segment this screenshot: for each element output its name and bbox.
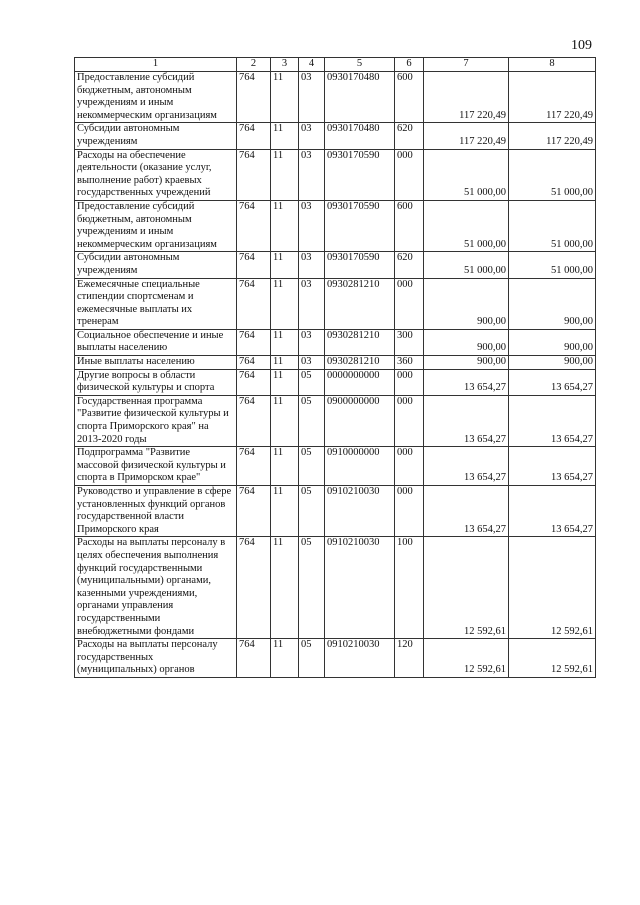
row-name-cell: Расходы на выплаты персоналу государственных (муниципальных) органов — [75, 639, 237, 678]
row-vr-cell: 600 — [395, 200, 424, 251]
column-header: 3 — [271, 58, 299, 72]
row-ved-cell: 764 — [237, 252, 271, 278]
row-csr-cell: 0930170590 — [325, 149, 395, 200]
row-csr-cell: 0930281210 — [325, 329, 395, 355]
row-ved-cell: 764 — [237, 639, 271, 678]
row-pr-cell: 03 — [299, 200, 325, 251]
row-pr-cell: 05 — [299, 369, 325, 395]
row-sum-2-cell: 51 000,00 — [509, 149, 596, 200]
row-sum-2-cell: 12 592,61 — [509, 639, 596, 678]
row-sum-1-cell: 900,00 — [424, 356, 509, 370]
row-name-cell: Предоставление субсидий бюджетным, автономным учреждениям и иным некоммерческим организациям — [75, 200, 237, 251]
row-sum-2-cell: 13 654,27 — [509, 447, 596, 486]
row-name-cell: Субсидии автономным учреждениям — [75, 252, 237, 278]
row-ved-cell: 764 — [237, 200, 271, 251]
page-number: 109 — [571, 38, 592, 53]
row-vr-cell: 000 — [395, 149, 424, 200]
table-row — [75, 278, 596, 329]
table-row — [75, 72, 596, 123]
table-row — [75, 395, 596, 446]
row-vr-cell: 360 — [395, 356, 424, 370]
row-sum-1-cell: 117 220,49 — [424, 123, 509, 149]
row-sum-1-cell: 13 654,27 — [424, 447, 509, 486]
table-row — [75, 329, 596, 355]
row-pr-cell: 03 — [299, 278, 325, 329]
row-rz-cell: 11 — [271, 200, 299, 251]
row-name-cell: Субсидии автономным учреждениям — [75, 123, 237, 149]
row-pr-cell: 03 — [299, 329, 325, 355]
table-row — [75, 447, 596, 486]
row-csr-cell: 0930170480 — [325, 123, 395, 149]
row-ved-cell: 764 — [237, 369, 271, 395]
row-vr-cell: 000 — [395, 447, 424, 486]
row-csr-cell: 0930170480 — [325, 72, 395, 123]
row-sum-1-cell: 900,00 — [424, 278, 509, 329]
row-sum-1-cell: 13 654,27 — [424, 369, 509, 395]
row-csr-cell: 0000000000 — [325, 369, 395, 395]
row-ved-cell: 764 — [237, 486, 271, 537]
row-pr-cell: 03 — [299, 356, 325, 370]
row-csr-cell: 0910210030 — [325, 537, 395, 639]
column-header: 8 — [509, 58, 596, 72]
row-pr-cell: 05 — [299, 486, 325, 537]
row-sum-2-cell: 12 592,61 — [509, 537, 596, 639]
row-sum-1-cell: 13 654,27 — [424, 486, 509, 537]
row-name-cell: Расходы на обеспечение деятельности (оказание услуг, выполнение работ) краевых государственных учреждений — [75, 149, 237, 200]
row-rz-cell: 11 — [271, 278, 299, 329]
column-header: 2 — [237, 58, 271, 72]
row-pr-cell: 03 — [299, 149, 325, 200]
table-row — [75, 356, 596, 370]
row-csr-cell: 0930170590 — [325, 200, 395, 251]
row-vr-cell: 000 — [395, 278, 424, 329]
row-sum-1-cell: 51 000,00 — [424, 252, 509, 278]
row-vr-cell: 000 — [395, 486, 424, 537]
row-csr-cell: 0910000000 — [325, 447, 395, 486]
table-body — [75, 72, 596, 678]
row-rz-cell: 11 — [271, 369, 299, 395]
row-sum-1-cell: 12 592,61 — [424, 537, 509, 639]
row-pr-cell: 03 — [299, 72, 325, 123]
row-rz-cell: 11 — [271, 537, 299, 639]
row-pr-cell: 03 — [299, 123, 325, 149]
row-sum-2-cell: 13 654,27 — [509, 486, 596, 537]
table-row — [75, 369, 596, 395]
row-sum-2-cell: 117 220,49 — [509, 123, 596, 149]
row-rz-cell: 11 — [271, 252, 299, 278]
row-sum-1-cell: 13 654,27 — [424, 395, 509, 446]
budget-table — [74, 57, 596, 678]
row-name-cell: Государственная программа "Развитие физической культуры и спорта Приморского края" на 2013-2020 годы — [75, 395, 237, 446]
row-rz-cell: 11 — [271, 356, 299, 370]
column-header: 6 — [395, 58, 424, 72]
row-csr-cell: 0930281210 — [325, 356, 395, 370]
header-row — [75, 58, 596, 72]
row-sum-1-cell: 51 000,00 — [424, 200, 509, 251]
row-pr-cell: 05 — [299, 395, 325, 446]
table-row — [75, 252, 596, 278]
row-rz-cell: 11 — [271, 395, 299, 446]
row-sum-2-cell: 117 220,49 — [509, 72, 596, 123]
row-name-cell: Ежемесячные специальные стипендии спортсменам и ежемесячные выплаты их тренерам — [75, 278, 237, 329]
row-sum-1-cell: 900,00 — [424, 329, 509, 355]
column-header: 7 — [424, 58, 509, 72]
row-pr-cell: 03 — [299, 252, 325, 278]
row-name-cell: Руководство и управление в сфере установленных функций органов государственной власти Приморского края — [75, 486, 237, 537]
row-ved-cell: 764 — [237, 356, 271, 370]
row-ved-cell: 764 — [237, 149, 271, 200]
row-sum-1-cell: 51 000,00 — [424, 149, 509, 200]
row-name-cell: Предоставление субсидий бюджетным, автономным учреждениям и иным некоммерческим организациям — [75, 72, 237, 123]
column-header: 5 — [325, 58, 395, 72]
table-row — [75, 149, 596, 200]
row-pr-cell: 05 — [299, 537, 325, 639]
row-rz-cell: 11 — [271, 149, 299, 200]
row-ved-cell: 764 — [237, 537, 271, 639]
row-pr-cell: 05 — [299, 639, 325, 678]
row-csr-cell: 0900000000 — [325, 395, 395, 446]
row-sum-1-cell: 117 220,49 — [424, 72, 509, 123]
row-csr-cell: 0910210030 — [325, 486, 395, 537]
row-csr-cell: 0930170590 — [325, 252, 395, 278]
table-row — [75, 486, 596, 537]
row-sum-2-cell: 51 000,00 — [509, 200, 596, 251]
row-vr-cell: 120 — [395, 639, 424, 678]
row-sum-2-cell: 900,00 — [509, 278, 596, 329]
row-vr-cell: 300 — [395, 329, 424, 355]
row-vr-cell: 000 — [395, 395, 424, 446]
row-rz-cell: 11 — [271, 486, 299, 537]
row-name-cell: Подпрограмма "Развитие массовой физической культуры и спорта в Приморском крае" — [75, 447, 237, 486]
row-rz-cell: 11 — [271, 447, 299, 486]
row-csr-cell: 0930281210 — [325, 278, 395, 329]
table-row — [75, 639, 596, 678]
table-row — [75, 200, 596, 251]
row-csr-cell: 0910210030 — [325, 639, 395, 678]
row-rz-cell: 11 — [271, 329, 299, 355]
row-sum-1-cell: 12 592,61 — [424, 639, 509, 678]
row-sum-2-cell: 13 654,27 — [509, 395, 596, 446]
table-row — [75, 537, 596, 639]
row-sum-2-cell: 13 654,27 — [509, 369, 596, 395]
row-ved-cell: 764 — [237, 72, 271, 123]
row-ved-cell: 764 — [237, 329, 271, 355]
row-rz-cell: 11 — [271, 639, 299, 678]
row-name-cell: Другие вопросы в области физической культуры и спорта — [75, 369, 237, 395]
row-vr-cell: 620 — [395, 123, 424, 149]
row-ved-cell: 764 — [237, 278, 271, 329]
row-vr-cell: 600 — [395, 72, 424, 123]
row-sum-2-cell: 900,00 — [509, 329, 596, 355]
column-header: 4 — [299, 58, 325, 72]
row-vr-cell: 100 — [395, 537, 424, 639]
row-sum-2-cell: 51 000,00 — [509, 252, 596, 278]
row-rz-cell: 11 — [271, 123, 299, 149]
row-pr-cell: 05 — [299, 447, 325, 486]
row-name-cell: Иные выплаты населению — [75, 356, 237, 370]
row-vr-cell: 000 — [395, 369, 424, 395]
row-ved-cell: 764 — [237, 123, 271, 149]
row-sum-2-cell: 900,00 — [509, 356, 596, 370]
row-name-cell: Расходы на выплаты персоналу в целях обеспечения выполнения функций государственными (муниципальными) органами, казенными учреждениями, органами управления государственными внебюджетными фондами — [75, 537, 237, 639]
row-vr-cell: 620 — [395, 252, 424, 278]
column-header: 1 — [75, 58, 237, 72]
row-ved-cell: 764 — [237, 447, 271, 486]
table-row — [75, 123, 596, 149]
row-name-cell: Социальное обеспечение и иные выплаты населению — [75, 329, 237, 355]
row-ved-cell: 764 — [237, 395, 271, 446]
row-rz-cell: 11 — [271, 72, 299, 123]
